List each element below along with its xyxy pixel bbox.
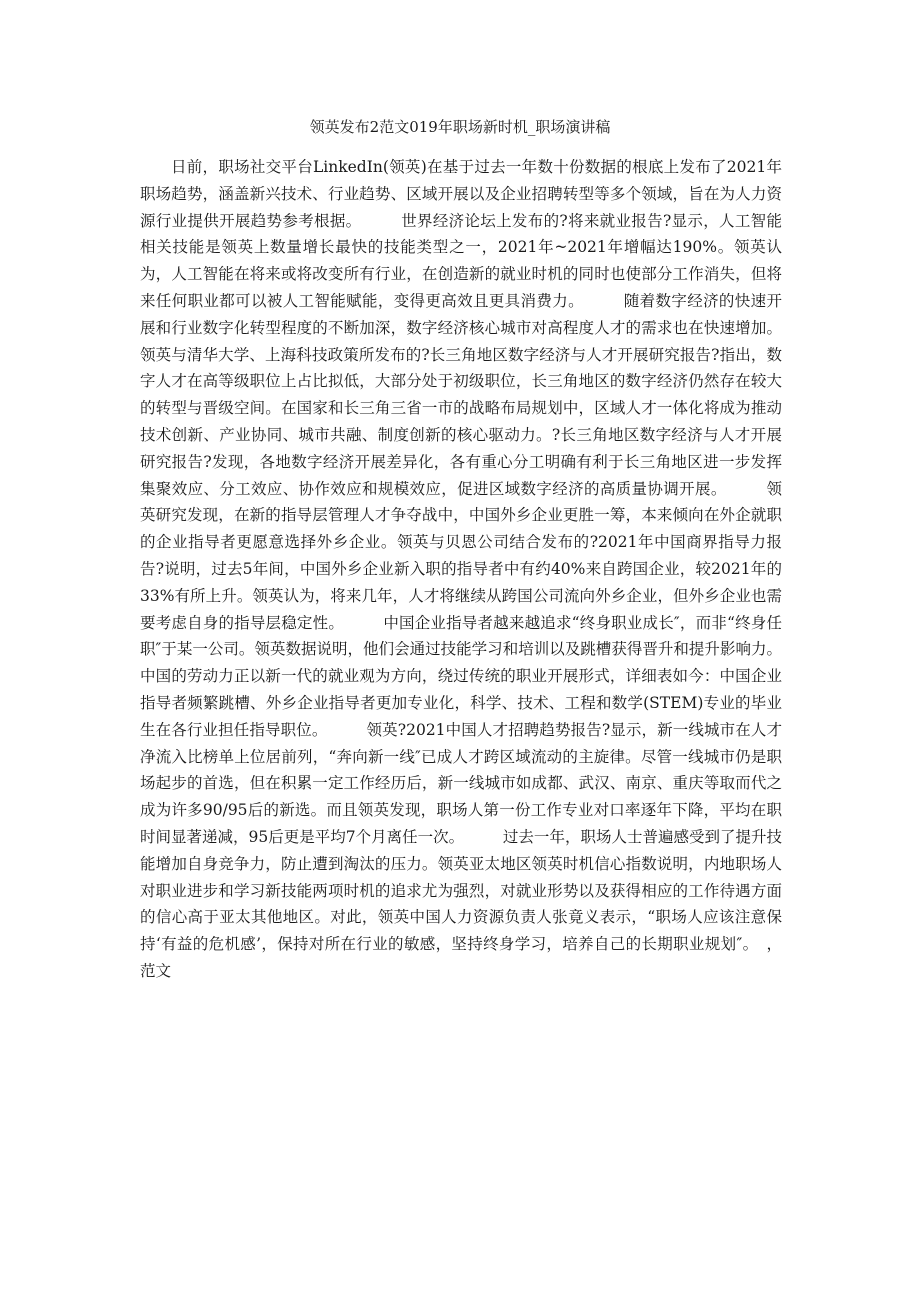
document-body: 日前，职场社交平台LinkedIn(领英)在基于过去一年数十份数据的根底上发布了2021年职场趋势，涵盖新兴技术、行业趋势、区域开展以及企业招聘转型等多个领域，旨在为人力资源行业提供开展趋势参考根据。 世界经济论坛上发布的?将来就业报告?显示，人工智能相关技能是领英上数量增长最快的技能类型之一，2021年~2021年增幅达190%。领英认为，人工智能在将来或将改变所有行业，在创造新的就业时机的同时也使部分工作消失，但将来任何职业都可以被人工智能赋能，变得更高效且更具消费力。 随着数字经济的快速开展和行业数字化转型程度的不断加深，数字经济核心城市对高程度人才的需求也在快速增加。领英与清华大学、上海科技政策所发布的?长三角地区数字经济与人才开展研究报告?指出，数字人才在高等级职位上占比拟低，大部分处于初级职位，长三角地区的数字经济仍然存在较大的转型与晋级空间。在国家和长三角三省一市的战略布局规划中，区域人才一体化将成为推动技术创新、产业协同、城市共融、制度创新的核心驱动力。?长三角地区数字经济与人才开展研究报告?发现，各地数字经济开展差异化，各有重心分工明确有利于长三角地区进一步发挥集聚效应、分工效应、协作效应和规模效应，促进区域数字经济的高质量协调开展。 领英研究发现，在新的指导层管理人才争夺战中，中国外乡企业更胜一筹，本来倾向在外企就职的企业指导者更愿意选择外乡企业。领英与贝恩公司结合发布的?2021年中国商界指导力报告?说明，过去5年间，中国外乡企业新入职的指导者中有约40%来自跨国企业，较2021年的33%有所上升。领英认为，将来几年，人才将继续从跨国公司流向外乡企业，但外乡企业也需要考虑自身的指导层稳定性。 中国企业指导者越来越追求“终身职业成长″，而非“终身任职″于某一公司。领英数据说明，他们会通过技能学习和培训以及跳槽获得晋升和提升影响力。中国的劳动力正以新一代的就业观为方向，绕过传统的职业开展形式，详细表如今：中国企业指导者频繁跳槽、外乡企业指导者更加专业化，科学、技术、工程和数学(STEM)专业的毕业生在各行业担任指导职位。 领英?2021中国人才招聘趋势报告?显示，新一线城市在人才净流入比榜单上位居前列，“奔向新一线″已成人才跨区域流动的主旋律。尽管一线城市仍是职场起步的首选，但在积累一定工作经历后，新一线城市如成都、武汉、南京、重庆等取而代之成为许多90/95后的新选。而且领英发现，职场人第一份工作专业对口率逐年下降，平均在职时间显著递减，95后更是平均7个月离任一次。 过去一年，职场人士普遍感受到了提升技能增加自身竞争力，防止遭到淘汰的压力。领英亚太地区领英时机信心指数说明，内地职场人对职业进步和学习新技能两项时机的追求尤为强烈，对就业形势以及获得相应的工作待遇方面的信心高于亚太其他地区。对此，领英中国人力资源负责人张竟义表示，“职场人应该注意保持‘有益的危机感’，保持对所在行业的敏感，坚持终身学习，培养自己的长期职业规划″。 ，范文 xyxy=(140,158,782,980)
document-title: 领英发布2范文019年职场新时机_职场演讲稿 xyxy=(309,118,611,136)
